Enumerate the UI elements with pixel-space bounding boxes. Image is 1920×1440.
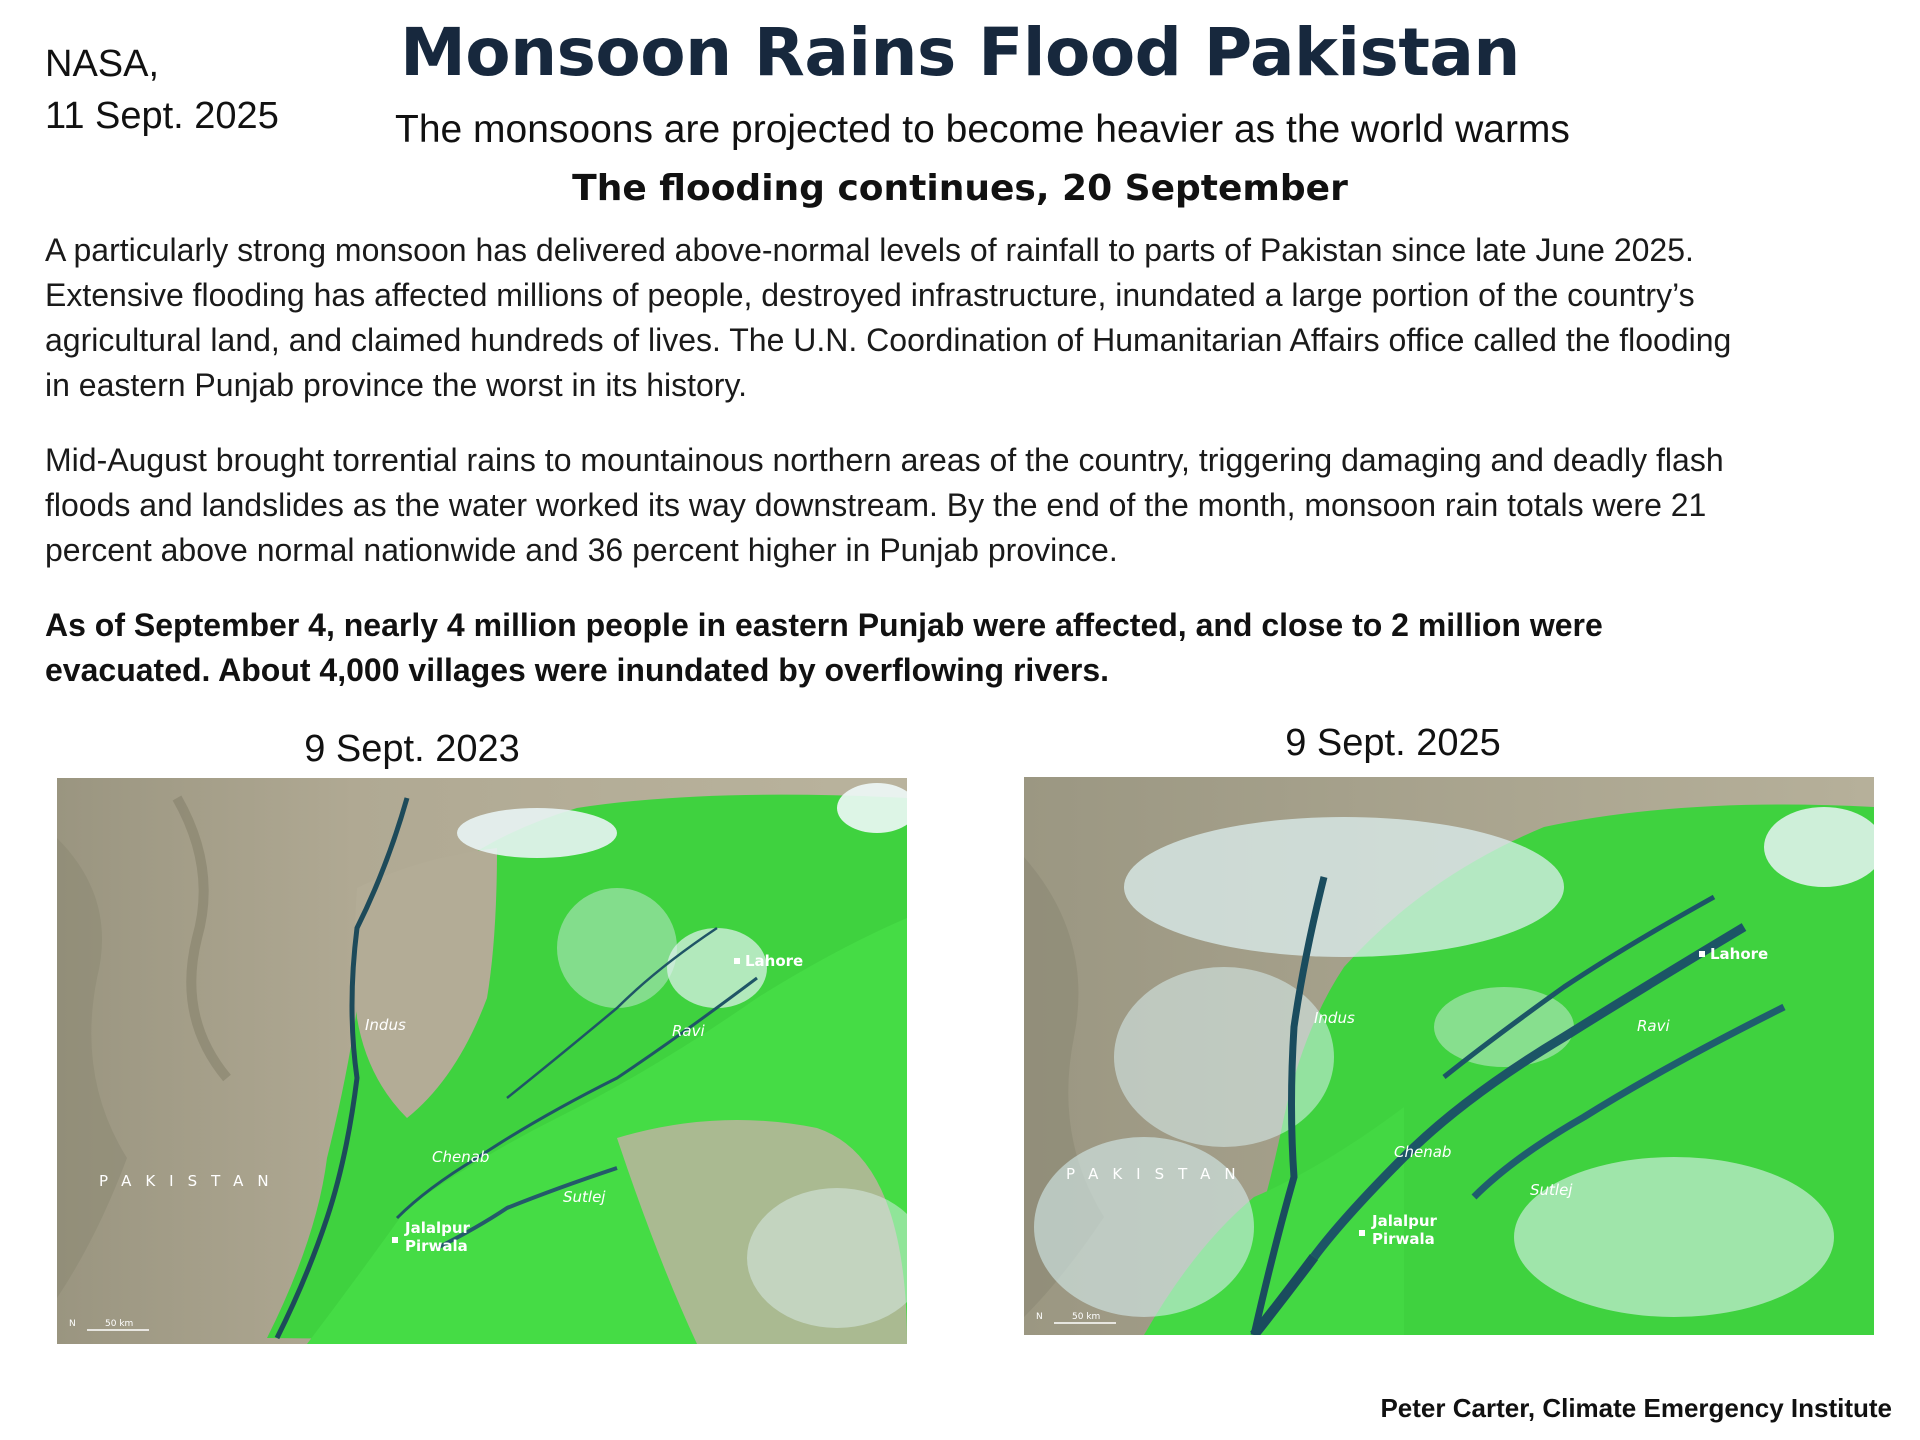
label-ravi: Ravi <box>1637 1017 1670 1035</box>
map-before-label: 9 Sept. 2023 <box>304 728 520 770</box>
label-sutlej: Sutlej <box>1530 1181 1573 1199</box>
jalalpur-marker <box>1359 1230 1365 1236</box>
paragraph-overview: A particularly strong monsoon has delivered above-normal levels of rainfall to parts of Pakistan since late June 2025. Extensive flooding has affected millions of people, destroyed infrastructure, inundated a large portion of the country’s agricultural land, and claimed hundreds of lives. The U.N. Coordination of Humanitarian Affairs office called the flooding in eastern Punjab province the worst in its history. <box>45 232 1732 403</box>
update-heading: The flooding continues, 20 September <box>572 168 1348 209</box>
label-ravi: Ravi <box>672 1022 705 1040</box>
source-agency: NASA, <box>45 43 160 85</box>
label-lahore: Lahore <box>745 952 804 970</box>
jalalpur-marker <box>392 1237 398 1243</box>
label-indus: Indus <box>365 1016 406 1034</box>
north-arrow-icon: N <box>1036 1312 1043 1322</box>
label-indus: Indus <box>1314 1009 1355 1027</box>
label-jalalpur: Jalalpur <box>405 1219 470 1237</box>
author-credit: Peter Carter, Climate Emergency Institute <box>1380 1393 1892 1423</box>
label-scale: 50 km <box>105 1319 134 1329</box>
label-sutlej: Sutlej <box>563 1188 606 1206</box>
page-title: Monsoon Rains Flood Pakistan <box>400 14 1520 91</box>
label-chenab: Chenab <box>432 1148 490 1166</box>
label-chenab: Chenab <box>1394 1143 1452 1161</box>
label-pirwala: Pirwala <box>405 1237 468 1255</box>
map-after-label: 9 Sept. 2025 <box>1285 722 1501 764</box>
label-scale: 50 km <box>1072 1312 1101 1322</box>
label-country: PAKISTAN <box>99 1172 283 1190</box>
north-arrow-icon: N <box>69 1319 76 1329</box>
label-jalalpur: Jalalpur <box>1372 1212 1437 1230</box>
label-country: PAKISTAN <box>1066 1165 1250 1183</box>
paragraph-august-rains: Mid-August brought torrential rains to mountainous northern areas of the country, triggering damaging and deadly flash floods and landslides as the water worked its way downstream. By the end of the month, monsoon rain totals were 21 percent above normal nationwide and 36 percent higher in Punjab province. <box>45 442 1724 568</box>
satellite-image-2025 <box>1024 777 1874 1335</box>
label-lahore: Lahore <box>1710 945 1769 963</box>
label-pirwala: Pirwala <box>1372 1230 1435 1248</box>
source-date: 11 Sept. 2025 <box>45 95 279 137</box>
paragraph-impact: As of September 4, nearly 4 million people in eastern Punjab were affected, and close to 2 million were evacuated. About 4,000 villages were inundated by overflowing rivers. <box>45 607 1603 688</box>
satellite-image-2023 <box>57 778 907 1344</box>
lahore-marker <box>734 958 740 964</box>
page-subtitle: The monsoons are projected to become heavier as the world warms <box>395 108 1570 151</box>
lahore-marker <box>1699 951 1705 957</box>
